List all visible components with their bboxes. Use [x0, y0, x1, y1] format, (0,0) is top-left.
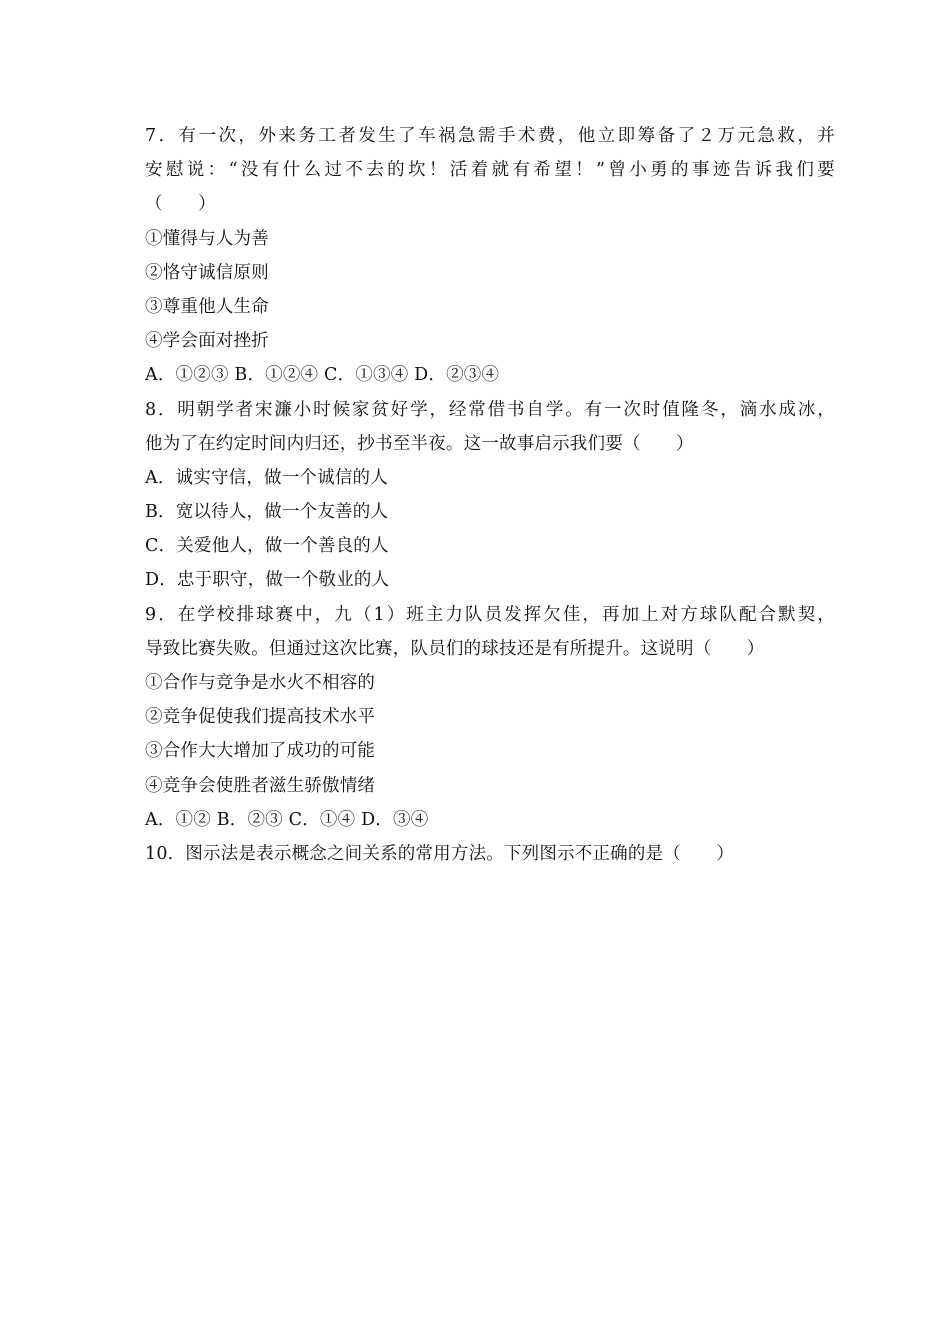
question-7-statement-3: ③尊重他人生命	[145, 296, 269, 317]
question-8-option-b: B．宽以待人，做一个友善的人	[145, 502, 389, 523]
question-7-answer-blank: （ ）	[145, 194, 216, 215]
question-9	[145, 598, 835, 837]
question-9-choices: A．①② B．②③ C．①④ D．③④	[145, 809, 429, 830]
question-8-option-c: C．关爱他人，做一个善良的人	[145, 536, 389, 557]
question-10	[145, 837, 835, 871]
question-7-choices: A．①②③ B．①②④ C．①③④ D．②③④	[145, 365, 500, 386]
question-9-statement-2: ②竞争促使我们提高技术水平	[145, 707, 376, 728]
question-9-stem-line-2: 导致比赛失败。但通过这次比赛，队员们的球技还是有所提升。这说明（ ）	[145, 638, 765, 659]
question-7	[145, 119, 835, 393]
question-9-statement-3: ③合作大大增加了成功的可能	[145, 741, 376, 762]
question-10-stem-line-1: 10．图示法是表示概念之间关系的常用方法。下列图示不正确的是（ ）	[145, 843, 735, 864]
question-9-statement-1: ①合作与竞争是水火不相容的	[145, 673, 376, 693]
question-8-stem-line-1: 8．明朝学者宋濂小时候家贫好学，经常借书自学。有一次时值隆冬，滴水成冰，	[145, 399, 835, 420]
question-8-option-d: D．忠于职守，做一个敬业的人	[145, 570, 390, 591]
question-8	[145, 393, 835, 598]
question-list	[145, 119, 835, 871]
question-7-statement-4: ④学会面对挫折	[145, 331, 269, 352]
question-8-stem-line-2: 他为了在约定时间内归还，抄书至半夜。这一故事启示我们要（ ）	[145, 433, 694, 454]
question-9-statement-4: ④竞争会使胜者滋生骄傲情绪	[145, 775, 376, 796]
question-9-stem-line-1: 9．在学校排球赛中，九（1）班主力队员发挥欠佳，再加上对方球队配合默契，	[145, 604, 835, 625]
question-7-stem-line-2: 安慰说：“没有什么过不去的坎！活着就有希望！”曾小勇的事迹告诉我们要	[145, 160, 835, 181]
question-7-statement-2: ②恪守诚信原则	[145, 262, 269, 283]
question-7-statement-1: ①懂得与人为善	[145, 228, 269, 249]
question-7-stem-line-1: 7．有一次，外来务工者发生了车祸急需手术费，他立即筹备了２万元急救，并	[145, 126, 835, 146]
question-8-option-a: A．诚实守信，做一个诚信的人	[145, 467, 388, 488]
